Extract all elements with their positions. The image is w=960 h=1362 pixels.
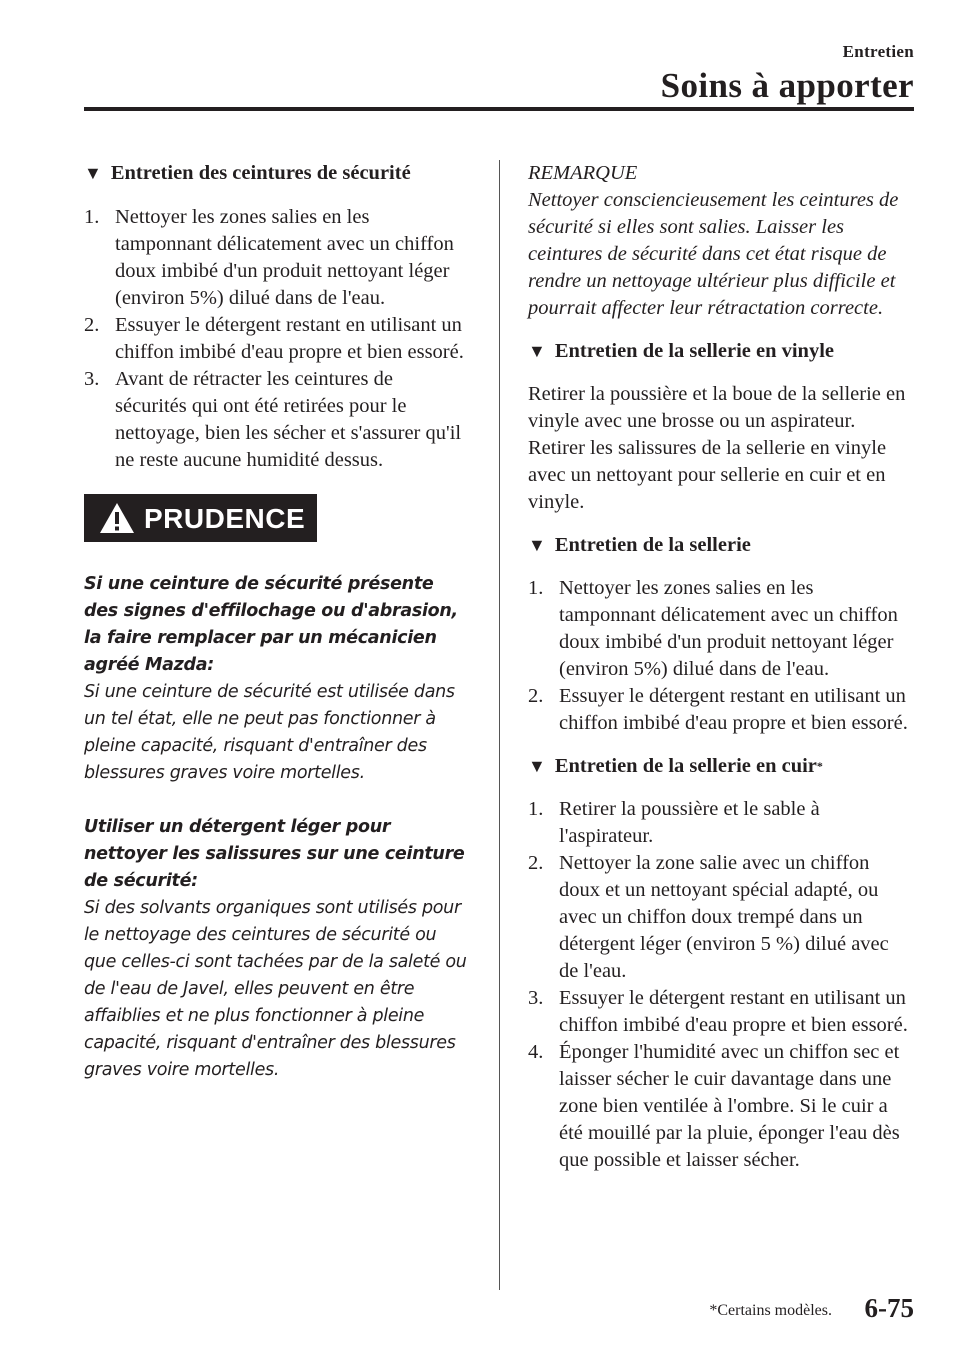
caution-text-1	[84, 571, 467, 787]
leather-heading-text: Entretien de la sellerie en cuir	[554, 755, 817, 777]
page-number: 6-75	[864, 1293, 914, 1323]
seatbelt-steps	[84, 204, 467, 474]
caution-1-body: Si une ceinture de sécurité est utilisée dans un tel état, elle ne peut pas fonctionner à pleine capacité, risquant d'entraîner des blessures graves voire mortelles.	[84, 682, 455, 783]
caution-banner	[84, 494, 317, 542]
list-item: 1. Nettoyer les zones salies en les tamponnant délicatement avec un chiffon doux imbibé d'un produit nettoyant léger (environ 5%) dilué dans de l'eau.	[84, 206, 454, 309]
vinyl-heading-text: Entretien de la sellerie en vinyle	[554, 340, 835, 362]
leather-steps	[528, 796, 911, 1174]
upholstery-steps	[528, 575, 911, 737]
column-divider	[499, 160, 500, 1290]
list-item: 3. Essuyer le détergent restant en utilisant un chiffon imbibé d'eau propre et bien essoré.	[528, 987, 908, 1036]
seatbelt-heading	[84, 160, 467, 187]
remark-block	[528, 160, 911, 322]
caution-1-heading: Si une ceinture de sécurité présente des signes d'effilochage ou d'abrasion, la faire remplacer par un mécanicien agréé Mazda:	[84, 574, 458, 675]
list-item: 1. Nettoyer les zones salies en les tamponnant délicatement avec un chiffon doux imbibé d'un produit nettoyant léger (environ 5%) dilué dans de l'eau.	[528, 577, 898, 680]
triangle-bullet-icon: ▼	[84, 163, 102, 183]
list-item: 2. Essuyer le détergent restant en utilisant un chiffon imbibé d'eau propre et bien essoré.	[84, 314, 464, 363]
header-rule	[84, 107, 914, 111]
list-item: 1. Retirer la poussière et le sable à l'aspirateur.	[528, 798, 820, 847]
caution-2-heading: Utiliser un détergent léger pour nettoyer les salissures sur une ceinture de sécurité:	[84, 817, 465, 891]
triangle-bullet-icon: ▼	[528, 756, 546, 776]
left-column	[84, 160, 467, 1084]
upholstery-heading-text: Entretien de la sellerie	[554, 534, 751, 556]
page-title: Soins à apporter	[660, 66, 914, 105]
right-column	[528, 160, 911, 1174]
section-name: Entretien	[842, 42, 914, 61]
list-item: 2. Nettoyer la zone salie avec un chiffon doux et un nettoyant spécial adapté, ou avec un chiffon doux trempé dans un détergent léger (environ 5 %) dilué avec de l'eau.	[528, 852, 889, 982]
remark-title: REMARQUE	[528, 162, 638, 184]
vinyl-heading	[528, 338, 911, 365]
list-item: 3. Avant de rétracter les ceintures de sécurités qui ont été retirées pour le nettoyage, bien les sécher et s'assurer qu'il ne reste aucune humidité dessus.	[84, 368, 462, 471]
triangle-bullet-icon: ▼	[528, 341, 546, 361]
seatbelt-heading-text: Entretien des ceintures de sécurité	[110, 162, 411, 184]
remark-text: Nettoyer consciencieusement les ceintures de sécurité si elles sont salies. Laisser les ceintures de sécurité dans cet état risque de rendre un nettoyage ultérieur plus difficile et pourrait affecter leur rétractation correcte.	[528, 189, 899, 319]
leather-heading: ▼ Entretien de la sellerie en cuir *	[528, 753, 911, 780]
warning-triangle-icon	[98, 501, 136, 535]
triangle-bullet-icon: ▼	[528, 535, 546, 555]
list-item: 2. Essuyer le détergent restant en utilisant un chiffon imbibé d'eau propre et bien essoré.	[528, 685, 908, 734]
footnote: *Certains modèles.	[709, 1302, 832, 1319]
caution-text-2	[84, 814, 467, 1084]
caution-label: PRUDENCE	[144, 502, 306, 534]
list-item: 4. Éponger l'humidité avec un chiffon sec et laisser sécher le cuir davantage dans une zone bien ventilée à l'ombre. Si le cuir a été mouillé par la pluie, éponger l'eau dès que possible et laisser sécher.	[528, 1041, 900, 1171]
page-header	[661, 42, 914, 106]
caution-2-body: Si des solvants organiques sont utilisés pour le nettoyage des ceintures de sécurité ou que celles-ci sont tachées par de la saleté ou de l'eau de Javel, elles peuvent en être affaiblies et ne plus fonctionner à pleine capacité, risquant d'entraîner des blessures graves voire mortelles.	[84, 898, 467, 1080]
upholstery-heading	[528, 532, 911, 559]
vinyl-paragraph: Retirer la poussière et la boue de la sellerie en vinyle avec une brosse ou un aspirateur. Retirer les salissures de la sellerie en vinyle avec un nettoyant pour sellerie en cuir et en vinyle.	[528, 383, 906, 513]
